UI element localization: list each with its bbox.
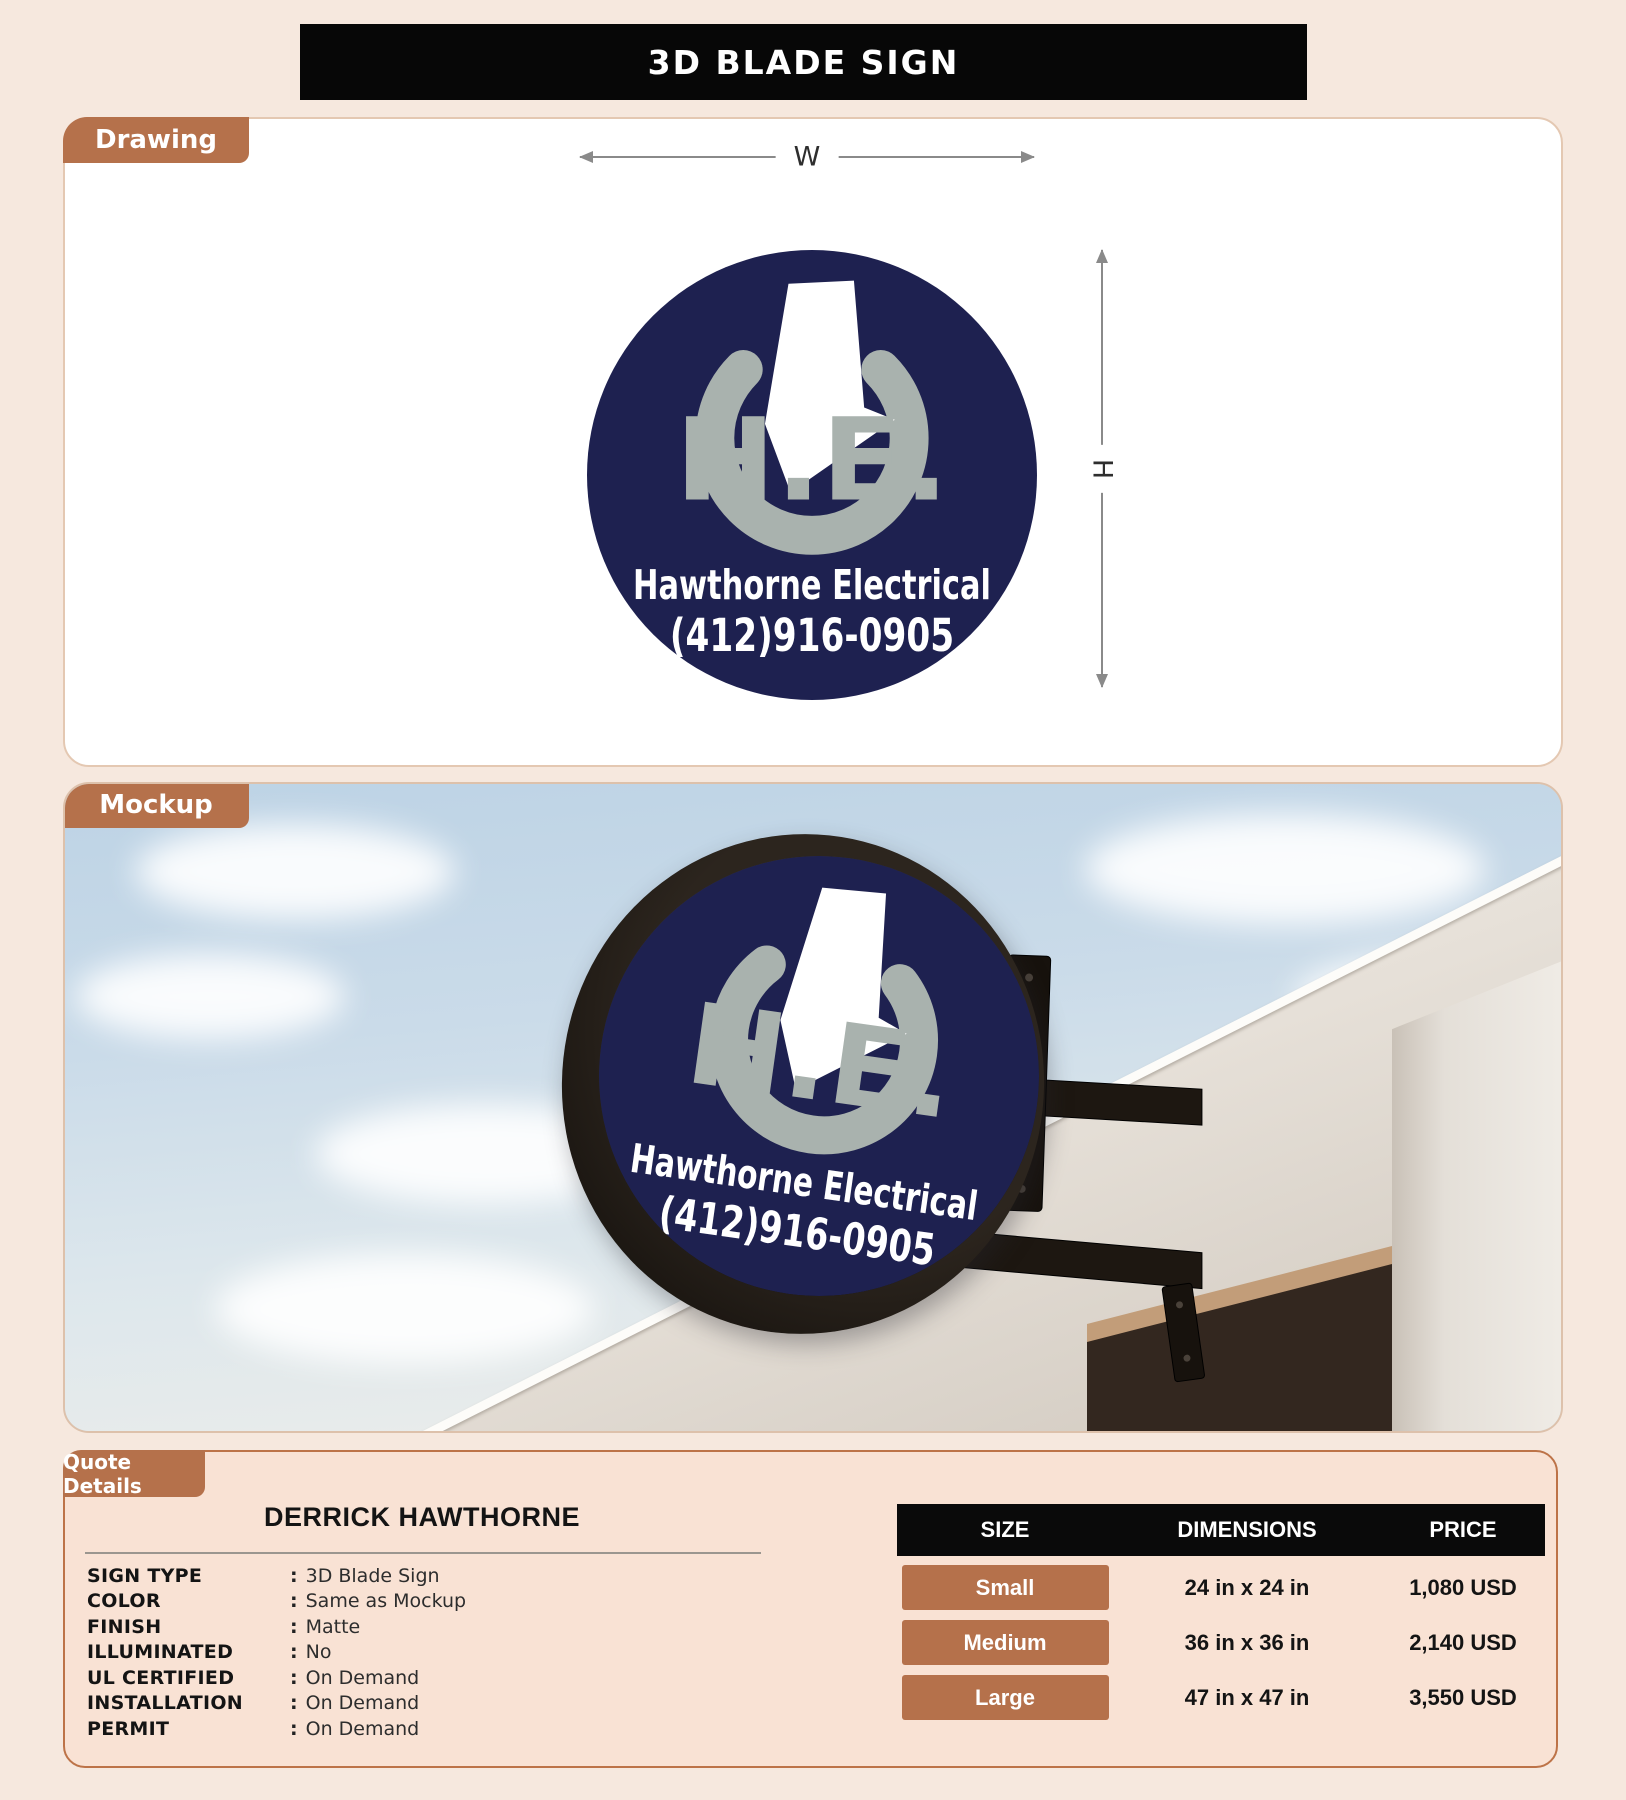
detail-label: SIGN TYPE — [87, 1564, 203, 1587]
detail-label: COLOR — [87, 1590, 161, 1613]
drawing-panel — [63, 117, 1563, 767]
dimensions-cell: 36 in x 36 in — [1184, 1629, 1310, 1655]
table-row — [897, 1620, 1545, 1665]
quote-details-tab — [63, 1450, 205, 1497]
quote-details-panel — [63, 1450, 1558, 1768]
detail-value: No — [305, 1641, 332, 1664]
detail-separator: : — [290, 1666, 298, 1689]
size-badge-small[interactable]: Small — [902, 1565, 1109, 1610]
quote-details-tab-label: Quote Details — [63, 1449, 142, 1498]
mockup-tab-label: Mockup — [99, 790, 213, 820]
price-cell: 2,140 USD — [1409, 1629, 1517, 1655]
width-label: W — [776, 140, 839, 175]
detail-label: FINISH — [87, 1615, 162, 1638]
dimensions-cell: 24 in x 24 in — [1184, 1574, 1310, 1600]
divider — [85, 1552, 761, 1554]
drawing-tab-label: Drawing — [94, 125, 217, 155]
detail-label: UL CERTIFIED — [87, 1666, 235, 1689]
height-label: H — [1085, 445, 1120, 493]
detail-value: On Demand — [305, 1692, 420, 1715]
detail-row — [87, 1589, 466, 1615]
mockup-tab — [63, 782, 249, 828]
detail-value: On Demand — [305, 1666, 420, 1689]
detail-row — [87, 1640, 466, 1666]
detail-value: On Demand — [305, 1717, 420, 1740]
quote-detail-list — [87, 1563, 466, 1742]
detail-label: ILLUMINATED — [87, 1641, 234, 1664]
detail-separator: : — [290, 1590, 298, 1613]
detail-row — [87, 1665, 466, 1691]
detail-separator: : — [290, 1615, 298, 1638]
dimensions-column-header: DIMENSIONS — [1177, 1517, 1317, 1542]
detail-separator: : — [290, 1692, 298, 1715]
table-row — [897, 1675, 1545, 1720]
page-title: 3D BLADE SIGN — [647, 42, 960, 82]
detail-label: INSTALLATION — [87, 1692, 243, 1715]
mockup-panel — [63, 782, 1563, 1433]
size-badge-large[interactable]: Large — [902, 1675, 1109, 1720]
detail-row — [87, 1691, 466, 1717]
detail-value: Same as Mockup — [305, 1590, 467, 1613]
price-column-header: PRICE — [1429, 1517, 1497, 1542]
detail-row — [87, 1614, 466, 1640]
detail-row — [87, 1716, 466, 1742]
detail-row — [87, 1563, 466, 1589]
size-column-header: SIZE — [980, 1517, 1030, 1542]
drawing-tab — [63, 117, 249, 163]
table-row — [897, 1565, 1545, 1610]
page-title-bar — [300, 24, 1307, 100]
sign-drawing — [587, 250, 1037, 700]
price-cell: 3,550 USD — [1409, 1684, 1517, 1710]
detail-separator: : — [290, 1641, 298, 1664]
detail-label: PERMIT — [87, 1717, 170, 1740]
detail-separator: : — [290, 1564, 298, 1587]
detail-value: 3D Blade Sign — [305, 1564, 440, 1587]
detail-value: Matte — [305, 1615, 361, 1638]
price-cell: 1,080 USD — [1409, 1574, 1517, 1600]
customer-name: DERRICK HAWTHORNE — [264, 1502, 580, 1532]
size-badge-medium[interactable]: Medium — [902, 1620, 1109, 1665]
price-table-header — [897, 1504, 1545, 1556]
detail-separator: : — [290, 1717, 298, 1740]
dimensions-cell: 47 in x 47 in — [1184, 1684, 1310, 1710]
